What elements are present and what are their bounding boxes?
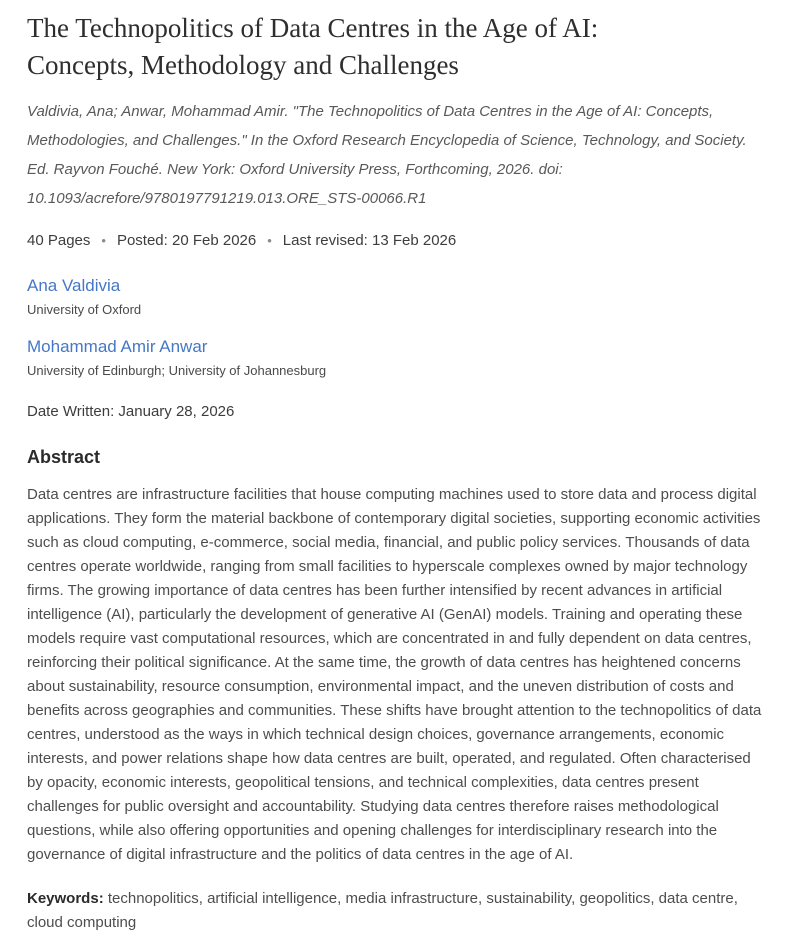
bullet-separator-icon: • xyxy=(267,233,272,248)
page-title-line1: The Technopolitics of Data Centres in the Age of AI: xyxy=(27,13,599,43)
date-written: Date Written: January 28, 2026 xyxy=(27,403,235,420)
author-block xyxy=(27,337,770,379)
abstract-heading: Abstract xyxy=(27,447,101,467)
last-revised-date: Last revised: 13 Feb 2026 xyxy=(282,232,457,249)
author-link[interactable]: Ana Valdivia xyxy=(27,276,121,295)
bullet-separator-icon: • xyxy=(101,233,106,248)
abstract-text: Data centres are infrastructure facilities that house computing machines used to store data and process digital applications. They form the material backbone of contemporary digital societies, supporting economic activities such as cloud computing, e-commerce, social media, financial, and public policy services. Thousands of data centres operate worldwide, ranging from small facilities to hyperscale complexes owned by major technology firms. The growing importance of data centres has been further intensified by recent advances in artificial intelligence (AI), particularly the development of generative AI (GenAI) models. Training and operating these models require vast computational resources, which are concentrated in and fully dependent on data centres, reinforcing their political significance. At the same time, the growth of data centres has heightened concerns about sustainability, resource consumption, environmental impact, and the uneven distribution of costs and benefits across geographies and communities. These shifts have brought attention to the technopolitics of data centres, understood as the ways in which technical design choices, governance arrangements, economic interests, and power relations shape how data centres are built, operated, and regulated. Often characterised by opacity, economic interests, geopolitical tensions, and technical complexities, data centres present challenges for public oversight and accountability. Studying data centres therefore raises methodological questions, while also offering opportunities and opening challenges for interdisciplinary research into the governance of digital infrastructure and the politics of data centres in the age of AI. xyxy=(27,486,762,863)
keywords-text: technopolitics, artificial intelligence, media infrastructure, sustainability, geopolitics, data centre, cloud computing xyxy=(27,890,738,931)
paper-meta-row xyxy=(27,232,770,249)
page-title-line2: Concepts, Methodology and Challenges xyxy=(27,50,459,80)
author-affiliation: University of Oxford xyxy=(27,302,142,317)
author-link[interactable]: Mohammad Amir Anwar xyxy=(27,337,208,356)
keywords-line xyxy=(27,887,770,935)
page-title xyxy=(27,10,770,84)
keywords-label: Keywords: xyxy=(27,890,104,907)
citation-text: Valdivia, Ana; Anwar, Mohammad Amir. "The Technopolitics of Data Centres in the Age of AI: Concepts, Methodologies, and Challenges." In the Oxford Research Encyclopedia of Science, Technology, and Society. Ed. Rayvon Fouché. New York: Oxford University Press, Forthcoming, 2026. doi: 10.1093/acrefore/9780197791219.013.ORE_STS-00066.R1 xyxy=(27,103,747,207)
page-count: 40 Pages xyxy=(27,232,91,249)
author-affiliation: University of Edinburgh; University of Johannesburg xyxy=(27,363,327,378)
author-block xyxy=(27,276,770,318)
posted-date: Posted: 20 Feb 2026 xyxy=(116,232,257,249)
